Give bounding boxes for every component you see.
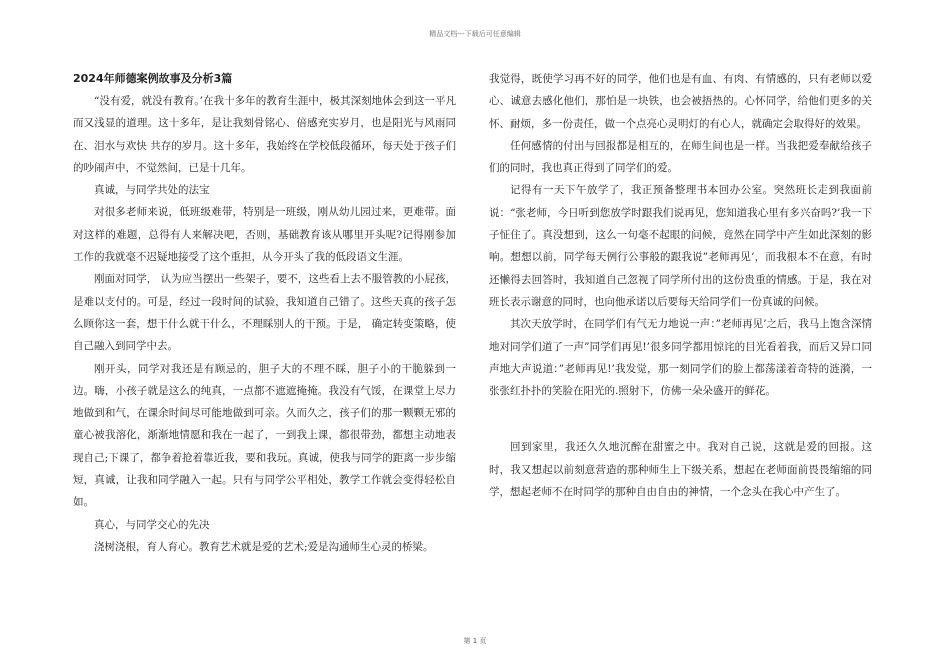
right-column bbox=[489, 68, 872, 503]
paragraph: 对很多老师来说，低班级难带，特别是一班级，刚从幼儿园过来，更难带。面对这样的难题，总得有人来解决吧，否则，基础教育该从哪里开头呢?记得刚参加工作的我就毫不迟疑地接受了这个重担，从今开头了我的低段语文生涯。 bbox=[73, 206, 456, 264]
page-header: 精品文档---下载后可任意编辑 bbox=[429, 30, 521, 38]
section-heading-sincerity: 真诚，与同学共处的法宝 bbox=[94, 184, 210, 197]
left-column bbox=[73, 68, 456, 558]
page-number: 第 1 页 bbox=[463, 637, 487, 645]
paragraph: 其次天放学时，在同学们有气无力地说一声：”老师再见’之后，我马上饱含深情地对同学们道了一声”同学们再见!’很多同学都用惊诧的目光看着我，而后又异口同声地大声说道：”老师再见!’我发觉，那一刻同学们的脸上都荡漾着奇特的涟漪，一张张红扑扑的笑脸在阳光的.照射下，仿佛一朵朵盛开的鲜花。 bbox=[489, 318, 872, 398]
paragraph: 浇树浇根，育人育心。教育艺术就是爱的艺术;爱是沟通师生心灵的桥梁。 bbox=[94, 540, 434, 553]
paragraph: 刚开头，同学对我还是有顾忌的，胆子大的不理不睬，胆子小的干脆躲到一边。嗨，小孩子就是这么的纯真，一点都不遮遮掩掩。我没有气馁，在课堂上尽力地做到和气，在课余时间尽可能地做到可亲。久而久之，孩子们的那一颗颗无邪的童心被我溶化，渐渐地情愿和我在一起了，一到我上课，都很带劲，都想主动地表现自己;下课了，都争着抢着靠近我，要和我玩。真诚，使我与同学的距离一步步缩短，真诚，让我和同学融入一起。只有与同学公平相处，教学工作就会变得轻松自如。 bbox=[73, 362, 456, 509]
paragraph-continued: 我觉得，既使学习再不好的同学，他们也是有血、有肉、有情感的，只有老师以爱心、诚意去感化他们，那怕是一块铁，也会被捂热的。心怀同学，给他们更多的关怀、耐烦，多一份责任，做一个点亮心灵明灯的有心人，就确定会取得好的效果。 bbox=[489, 73, 872, 130]
paragraph-gap bbox=[489, 402, 872, 436]
paragraph: 记得有一天下午放学了，我正预备整理书本回办公室。突然班长走到我面前说：“张老师，今日听到您放学时跟我们说再见，您知道我心里有多兴奋吗?’我一下子怔住了。真没想到，这么一句毫不起眼的问候，竟然在同学中产生如此深刻的影响。想想以前，同学每天例行公事般的跟我说”老师再见’，而我根本不在意，有时还懒得去回答时，我知道自己忽视了同学所付出的这份贵重的情感。于是，我在对班长表示谢意的同时，也向他承诺以后要每天给同学们一份真诚的问候。 bbox=[489, 184, 872, 308]
document-title: 2024年师德案例故事及分析3篇 bbox=[73, 72, 233, 85]
paragraph: 任何感情的付出与回报都是相互的，在师生间也是一样。当我把爱奉献给孩子们的同时，我也真正得到了同学们的爱。 bbox=[489, 139, 872, 175]
paragraph: 回到家里，我还久久地沉醉在甜蜜之中。我对自己说，这就是爱的回报。这时，我又想起以前刻意营造的那种师生上下级关系，想起在老师面前畏畏缩缩的同学，想起老师不在时同学的那种自由自由的神情，一个念头在我心中产生了。 bbox=[489, 441, 872, 499]
section-heading-heart: 真心，与同学交心的先决 bbox=[94, 518, 210, 531]
paragraph: 刚面对同学， 认为应当摆出一些架子，要不，这些看上去不服管教的小屁孩，是难以支付的。可是，经过一段时间的试验，我知道自己错了。这些天真的孩子怎么顾你这一套，想干什么就干什么，不理睬别人的干预。于是， 确定转变策略，使自己融入到同学中去。 bbox=[73, 273, 456, 353]
paragraph-intro: “没有爱，就没有教育。’在我十多年的教育生涯中，极其深刻地体会到这一平凡而又浅显的道理。这十多年，是让我刻骨铭心、倍感充实岁月，也是阳光与风雨同在、泪水与欢快 共存的岁月。这十多年，我始终在学校低段循环，每天处于孩子们的吵闹声中，不觉然间，已是十几年。 bbox=[73, 95, 456, 174]
